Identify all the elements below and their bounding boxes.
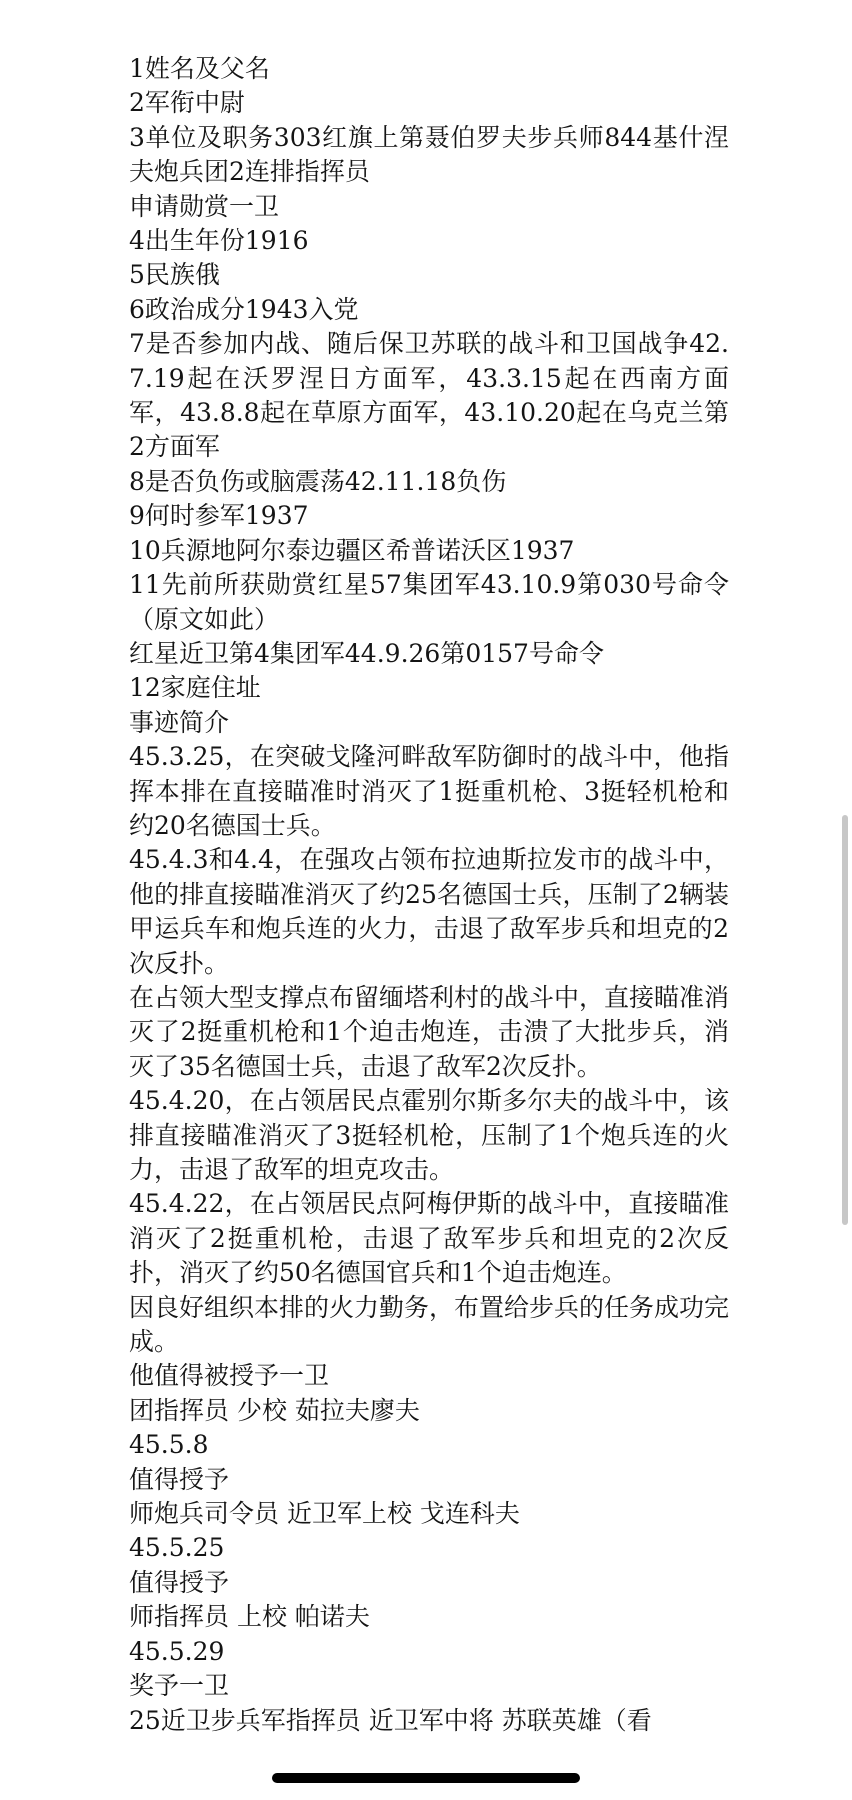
date-line: 45.5.25: [129, 1533, 225, 1563]
signatory-line: 师炮兵司令员 近卫军上校 戈连科夫: [129, 1499, 520, 1529]
summary-paragraph: 45.4.22，在占领居民点阿梅伊斯的战斗中，直接瞄准消灭了2挺重机枪，击退了敌军步兵和坦克的2次反扑，消灭了约50名德国官兵和1个迫击炮连。: [129, 1189, 729, 1288]
signatory-line: 25近卫步兵军指挥员 近卫军中将 苏联英雄（看: [129, 1705, 652, 1735]
field-party: 6政治成分1943入党: [129, 294, 359, 324]
recommendation-line: 值得授予: [129, 1567, 230, 1597]
signatory-line: 团指挥员 少校 茹拉夫廖夫: [129, 1395, 420, 1425]
document-body: [129, 52, 729, 1738]
recommendation-line: 他值得被授予一卫: [129, 1361, 330, 1391]
summary-paragraph: 45.4.20，在占领居民点霍别尔斯多尔夫的战斗中，该排直接瞄准消灭了3挺轻机枪，压制了1个炮兵连的火力，击退了敌军的坦克攻击。: [129, 1086, 729, 1184]
summary-paragraph: 45.3.25，在突破戈隆河畔敌军防御时的战斗中，他指挥本排在直接瞄准时消灭了1挺重机枪、3挺轻机枪和约20名德国士兵。: [129, 742, 729, 840]
field-rank: 2军衔中尉: [129, 88, 245, 118]
field-birth-year: 4出生年份1916: [129, 226, 309, 256]
section-heading-summary: 事迹简介: [129, 707, 230, 737]
signatory-line: 师指挥员 上校 帕诺夫: [129, 1602, 370, 1632]
field-unit-position: 3单位及职务303红旗上第聂伯罗夫步兵师844基什涅夫炮兵团2连排指挥员: [129, 122, 729, 187]
scrollbar[interactable]: [842, 815, 848, 1225]
recommendation-line: 值得授予: [129, 1464, 230, 1494]
field-previous-awards: 11先前所获勋赏红星57集团军43.10.9第030号命令（原文如此）: [129, 570, 729, 634]
previous-award-2: 红星近卫第4集团军44.9.26第0157号命令: [129, 638, 604, 668]
date-line: 45.5.8: [129, 1430, 209, 1460]
home-indicator[interactable]: [272, 1773, 580, 1783]
summary-paragraph: 45.4.3和4.4，在强攻占领布拉迪斯拉发市的战斗中，他的排直接瞄准消灭了约25名德国士兵，压制了2辆装甲运兵车和炮兵连的火力，击退了敌军步兵和坦克的2次反扑。: [129, 845, 729, 978]
field-home-address: 12家庭住址: [129, 673, 261, 703]
field-conscription-place: 10兵源地阿尔泰边疆区希普诺沃区1937: [129, 535, 575, 565]
award-request: 申请勋赏一卫: [129, 191, 280, 221]
summary-paragraph: 因良好组织本排的火力勤务，布置给步兵的任务成功完成。: [129, 1292, 730, 1357]
date-line: 45.5.29: [129, 1636, 225, 1666]
summary-paragraph: 在占领大型支撑点布留缅塔利村的战斗中，直接瞄准消灭了2挺重机枪和1个迫击炮连，击溃了大批步兵，消灭了35名德国士兵，击退了敌军2次反扑。: [129, 982, 730, 1081]
award-decision: 奖予一卫: [129, 1671, 230, 1701]
field-enlistment: 9何时参军1937: [129, 501, 309, 531]
field-wounds: 8是否负伤或脑震荡42.11.18负伤: [129, 466, 507, 496]
field-name: 1姓名及父名: [129, 54, 270, 83]
field-nationality: 5民族俄: [129, 260, 220, 290]
field-war-service: 7是否参加内战、随后保卫苏联的战斗和卫国战争42.7.19起在沃罗涅日方面军，43.3.15起在西南方面军，43.8.8起在草原方面军，43.10.20起在乌克兰第2方面军: [129, 329, 729, 462]
